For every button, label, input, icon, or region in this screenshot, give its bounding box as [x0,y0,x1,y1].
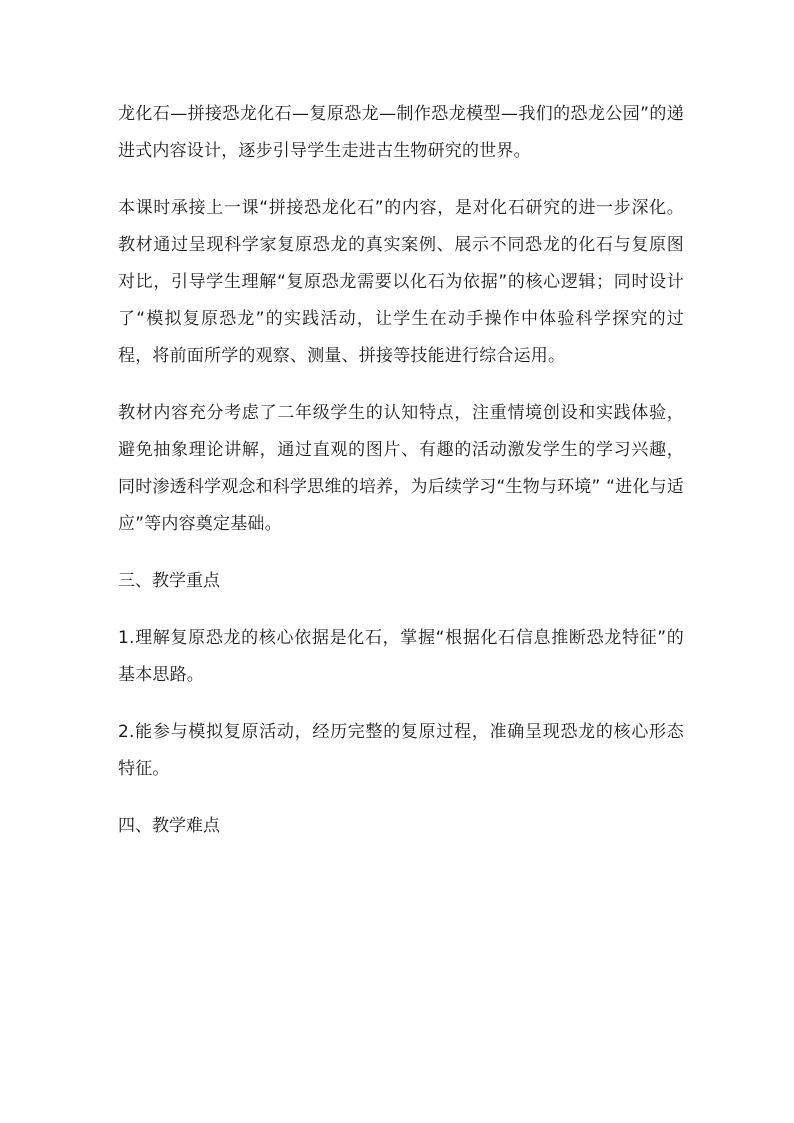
heading-teaching-difficulty: 四、教学难点 [118,816,220,836]
focus-item-1: 1.理解复原恐龙的核心依据是化石，掌握“根据化石信息推断恐龙特征”的基本思路。 [118,628,684,685]
paragraph-lesson-overview: 本课时承接上一课“拼接恐龙化石”的内容，是对化石研究的进一步深化。教材通过呈现科学家复原恐龙的真实案例、展示不同恐龙的化石与复原图对比，引导学生理解“复原恐龙需要以化石为依据”的核心逻辑；同时设计了“模拟复原恐龙”的实践活动，让学生在动手操作中体验科学探究的过程，将前面所学的观察、测量、拼接等技能进行综合运用。 [118,198,684,366]
focus-item-2: 2.能参与模拟复原活动，经历完整的复原过程，准确呈现恐龙的核心形态特征。 [118,722,684,779]
heading-teaching-focus: 三、教学重点 [118,571,220,591]
paragraph-intro-continuation: 龙化石—拼接恐龙化石—复原恐龙—制作恐龙模型—我们的恐龙公园”的递进式内容设计，逐步引导学生走进古生物研究的世界。 [118,104,684,161]
document-body [118,96,684,865]
paragraph-textbook-features: 教材内容充分考虑了二年级学生的认知特点，注重情境创设和实践体验，避免抽象理论讲解，通过直观的图片、有趣的活动激发学生的学习兴趣，同时渗透科学观念和科学思维的培养，为后续学习“生物与环境” “进化与适应”等内容奠定基础。 [118,403,684,534]
